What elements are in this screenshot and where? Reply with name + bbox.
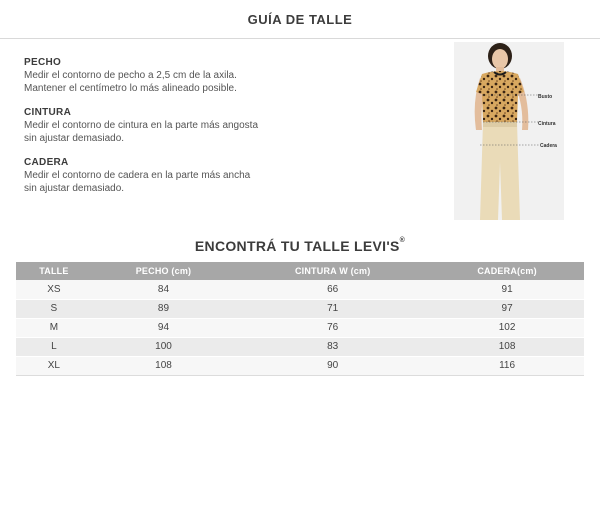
table-cell: S <box>16 299 92 318</box>
guide-item-waist <box>24 106 304 145</box>
size-table <box>16 262 584 376</box>
table-row <box>16 318 584 337</box>
table-cell: 97 <box>430 299 584 318</box>
table-cell: 76 <box>235 318 430 337</box>
table-cell: 91 <box>430 280 584 299</box>
table-cell: M <box>16 318 92 337</box>
page-header <box>0 0 600 39</box>
table-cell: 108 <box>92 356 235 375</box>
table-cell: 71 <box>235 299 430 318</box>
guide-line: Mantener el centímetro lo más alineado posible. <box>24 83 237 94</box>
table-cell: 102 <box>430 318 584 337</box>
table-cell: XS <box>16 280 92 299</box>
waist-label: Cintura <box>538 121 556 127</box>
table-cell: XL <box>16 356 92 375</box>
guide-title: CINTURA <box>24 107 72 118</box>
column-header-chest: PECHO (cm) <box>92 262 235 280</box>
table-row <box>16 356 584 375</box>
column-header-waist: CINTURA W (cm) <box>235 262 430 280</box>
guide-title: CADERA <box>24 157 69 168</box>
size-table-title-text: ENCONTRÁ TU TALLE LEVI'S <box>194 238 400 254</box>
column-header-hip: CADERA(cm) <box>430 262 584 280</box>
page-title: GUÍA DE TALLE <box>247 11 353 27</box>
table-cell: 89 <box>92 299 235 318</box>
table-cell: 83 <box>235 337 430 356</box>
guide-line: Medir el contorno de cintura en la parte más angosta <box>24 120 259 131</box>
model-measurement-image <box>454 42 564 220</box>
guide-title: PECHO <box>24 57 62 68</box>
table-cell: 66 <box>235 280 430 299</box>
table-cell: 116 <box>430 356 584 375</box>
table-cell: 90 <box>235 356 430 375</box>
table-cell: 84 <box>92 280 235 299</box>
bust-label: Busto <box>538 94 553 100</box>
table-cell: L <box>16 337 92 356</box>
hip-label: Cadera <box>540 143 557 149</box>
guide-line: sin ajustar demasiado. <box>24 183 125 194</box>
table-cell: 94 <box>92 318 235 337</box>
guide-line: Medir el contorno de pecho a 2,5 cm de la axila. <box>24 70 237 81</box>
table-row <box>16 280 584 299</box>
guide-item-chest <box>24 56 304 95</box>
measurement-guide <box>24 56 304 206</box>
size-table-title <box>0 238 600 254</box>
table-row <box>16 299 584 318</box>
registered-mark: ® <box>399 237 406 244</box>
column-header-size: TALLE <box>16 262 92 280</box>
guide-line: sin ajustar demasiado. <box>24 133 125 144</box>
guide-item-hip <box>24 156 304 195</box>
table-row <box>16 337 584 356</box>
table-header-row <box>16 262 584 280</box>
table-cell: 100 <box>92 337 235 356</box>
table-cell: 108 <box>430 337 584 356</box>
guide-line: Medir el contorno de cadera en la parte más ancha <box>24 170 251 181</box>
